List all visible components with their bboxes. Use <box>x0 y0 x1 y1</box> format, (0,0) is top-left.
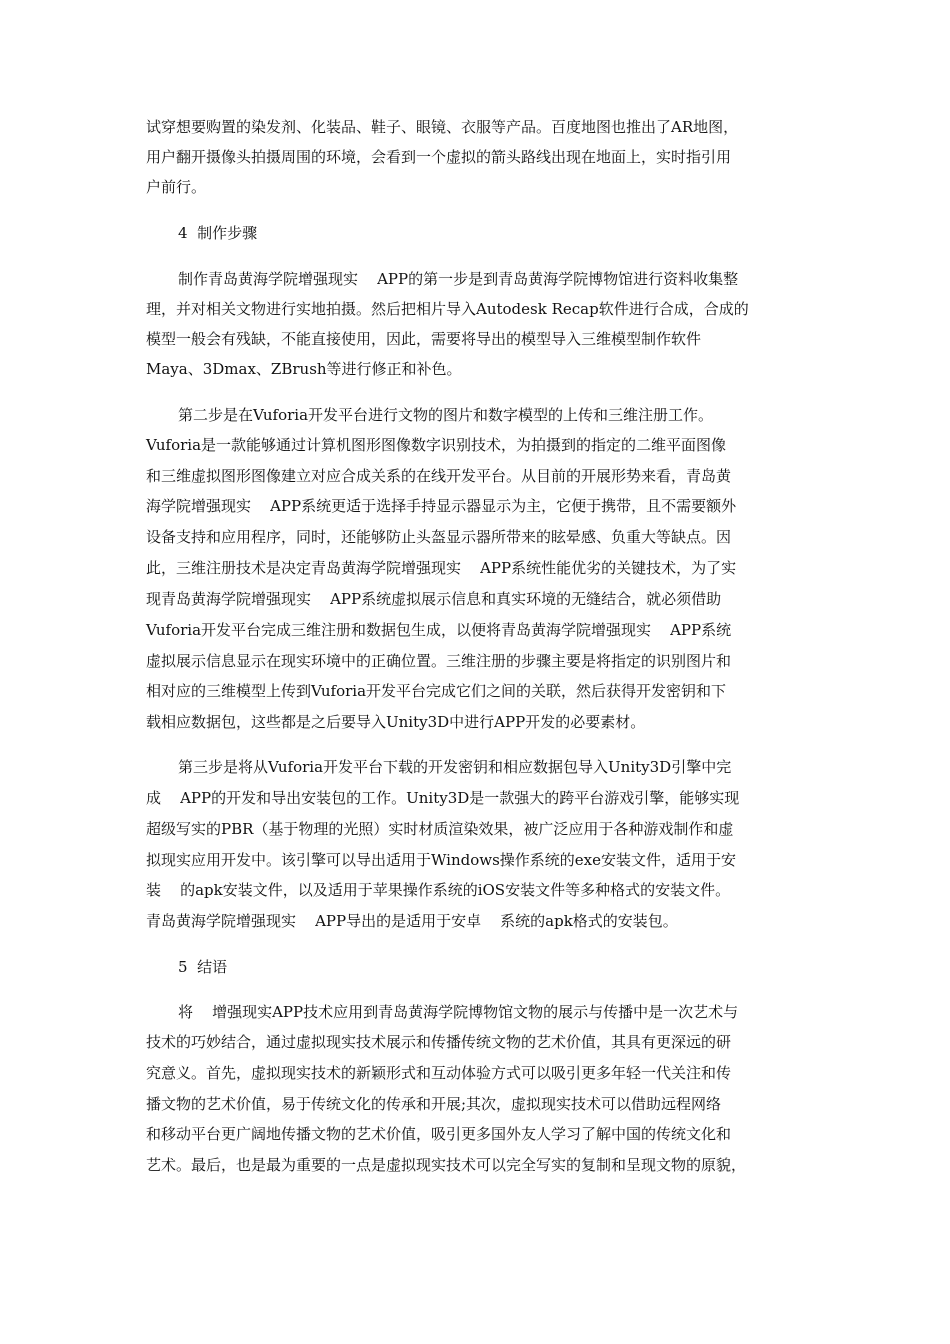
text-line: 试穿想要购置的染发剂、化装品、鞋子、眼镜、衣服等产品。百度地图也推出了AR地图， <box>146 118 739 136</box>
text-line: 艺术。最后，也是最为重要的一点是虚拟现实技术可以完全写实的复制和呈现文物的原貌， <box>146 1156 747 1174</box>
text-line: 拟现实应用开发中。该引擎可以导出适用于Windows操作系统的exe安装文件，适用于安 <box>146 851 736 869</box>
text-line: 超级写实的PBR（基于物理的光照）实时材质渲染效果，被广泛应用于各种游戏制作和虚 <box>146 820 734 838</box>
section-heading-4: 4 制作步骤 <box>178 224 258 242</box>
text-line: Vuforia是一款能够通过计算机图形图像数字识别技术，为拍摄到的指定的二维平面图像 <box>146 436 727 454</box>
text-line: 究意义。首先，虚拟现实技术的新颖形式和互动体验方式可以吸引更多年轻一代关注和传 <box>146 1064 732 1082</box>
text-line: 载相应数据包，这些都是之后要导入Unity3D中进行APP开发的必要素材。 <box>146 713 646 731</box>
text-line: 模型一般会有残缺，不能直接使用，因此，需要将导出的模型导入三维模型制作软件 <box>146 330 702 348</box>
text-line: 技术的巧妙结合，通过虚拟现实技术展示和传播传统文物的艺术价值，其具有更深远的研 <box>146 1033 732 1051</box>
text-line: 户前行。 <box>146 178 207 196</box>
text-line: 将 增强现实APP技术应用到青岛黄海学院博物馆文物的展示与传播中是一次艺术与 <box>178 1003 739 1021</box>
text-line: 制作青岛黄海学院增强现实 APP的第一步是到青岛黄海学院博物馆进行资料收集整 <box>178 270 739 288</box>
text-line: 青岛黄海学院增强现实 APP导出的是适用于安卓 系统的apk格式的安装包。 <box>146 912 678 930</box>
text-line: 播文物的艺术价值，易于传统文化的传承和开展;其次，虚拟现实技术可以借助远程网络 <box>146 1095 722 1113</box>
text-line: 虚拟展示信息显示在现实环境中的正确位置。三维注册的步骤主要是将指定的识别图片和 <box>146 652 732 670</box>
text-line: 和三维虚拟图形图像建立对应合成关系的在线开发平台。从目前的开展形势来看，青岛黄 <box>146 467 732 485</box>
text-line: 和移动平台更广阔地传播文物的艺术价值，吸引更多国外友人学习了解中国的传统文化和 <box>146 1125 732 1143</box>
text-line: 装 的apk安装文件，以及适用于苹果操作系统的iOS安装文件等多种格式的安装文件。 <box>146 881 731 899</box>
text-line: 成 APP的开发和导出安装包的工作。Unity3D是一款强大的跨平台游戏引擎，能够实现 <box>146 789 740 807</box>
section-heading-5: 5 结语 <box>178 958 228 976</box>
text-line: 第二步是在Vuforia开发平台进行文物的图片和数字模型的上传和三维注册工作。 <box>178 406 714 424</box>
text-line: 此，三维注册技术是决定青岛黄海学院增强现实 APP系统性能优劣的关键技术，为了实 <box>146 559 737 577</box>
text-line: 用户翻开摄像头拍摄周围的环境，会看到一个虚拟的箭头路线出现在地面上，实时指引用 <box>146 148 732 166</box>
text-line: Vuforia开发平台完成三维注册和数据包生成，以便将青岛黄海学院增强现实 APP系统 <box>146 621 732 639</box>
text-line: 理，并对相关文物进行实地拍摄。然后把相片导入Autodesk Recap软件进行合成，合成的 <box>146 300 749 318</box>
text-line: 相对应的三维模型上传到Vuforia开发平台完成它们之间的关联，然后获得开发密钥和下 <box>146 682 727 700</box>
text-line: 海学院增强现实 APP系统更适于选择手持显示器显示为主，它便于携带，且不需要额外 <box>146 497 737 515</box>
text-line: 设备支持和应用程序，同时，还能够防止头盔显示器所带来的眩晕感、负重大等缺点。因 <box>146 528 732 546</box>
text-line: Maya、3Dmax、ZBrush等进行修正和补色。 <box>146 360 462 378</box>
text-line: 现青岛黄海学院增强现实 APP系统虚拟展示信息和真实环境的无缝结合，就必须借助 <box>146 590 722 608</box>
text-line: 第三步是将从Vuforia开发平台下载的开发密钥和相应数据包导入Unity3D引擎中完 <box>178 758 732 776</box>
